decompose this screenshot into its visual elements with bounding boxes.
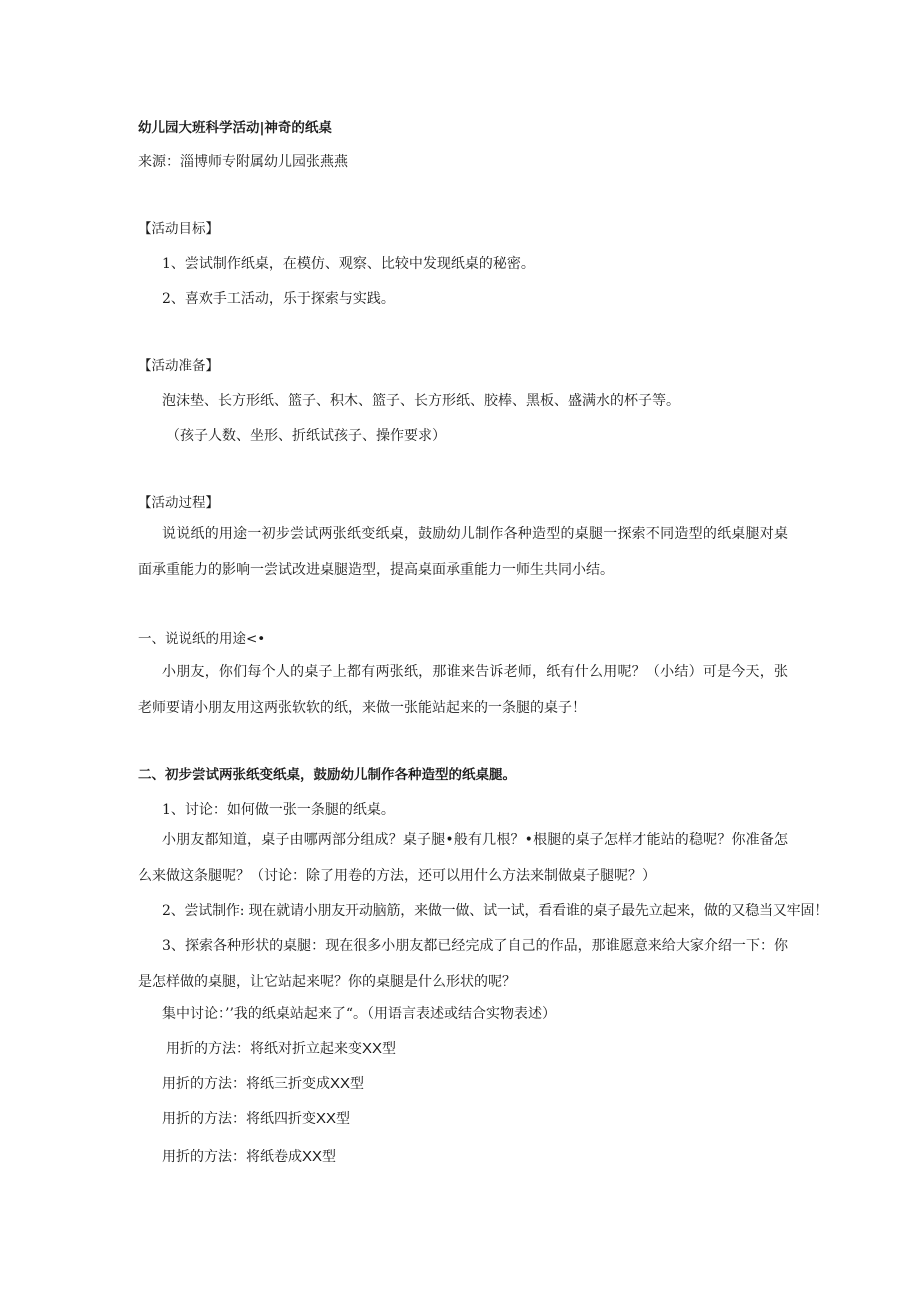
section-1-text: 小朋友，你们每个人的桌子上都有两张纸，那谁来告诉老师，纸有什么用呢？（小结）可是今天，张老师要请小朋友用这两张软软的纸，来做一张能站起来的一条腿的桌子！ [138, 664, 788, 716]
prep-materials: 泡沫垫、长方形纸、篮子、积木、篮子、长方形纸、胶棒、黑板、盛满水的杯子等。 [162, 393, 680, 409]
section-1-heading: 一、说说纸的用途<• [138, 631, 266, 647]
method-line-1 [166, 1040, 396, 1058]
section-2-item-3: 3、探索各种形状的桌腿：现在很多小朋友都已经完成了自己的作品，那谁愿意来给大家介绍一下：你是怎样做的桌腿，让它站起来呢？你的桌腿是什么形状的呢？ [138, 938, 788, 990]
method-line-3 [162, 1110, 350, 1128]
method-1-text: 用折的方法：将纸对折立起来变 [166, 1041, 362, 1057]
method-3-suffix: 型 [336, 1111, 351, 1127]
section-2-item-2: 2、尝试制作: 现在就请小朋友开动脑筋，来做一做、试一试，看看谁的桌子最先立起来，做的又稳当又牢固！ [162, 903, 829, 919]
prep-heading: 【活动准备】 [138, 358, 219, 374]
method-4-text: 用折的方法：将纸卷成 [162, 1149, 302, 1165]
process-overview: 说说纸的用途一初步尝试两张纸变纸桌，鼓励幼儿制作各种造型的桌腿一探索不同造型的纸桌腿对桌面承重能力的影响一尝试改进桌腿造型，提高桌面承重能力一师生共同小结。 [138, 526, 788, 578]
method-line-2 [162, 1075, 364, 1093]
method-line-4 [162, 1148, 336, 1166]
section-2-heading: 二、初步尝试两张纸变纸桌，鼓励幼儿制作各种造型的纸桌腿。 [138, 767, 516, 783]
source-line: 来源：淄博师专附属幼儿园张燕燕 [138, 154, 348, 170]
goal-heading: 【活动目标】 [138, 221, 219, 237]
goal-item-1: 1、尝试制作纸桌，在模仿、观察、比较中发现纸桌的秘密。 [162, 256, 535, 272]
method-4-suffix: 型 [322, 1149, 337, 1165]
method-2-xx: XX [330, 1075, 351, 1092]
method-4-xx: XX [302, 1148, 323, 1165]
method-3-xx: XX [316, 1110, 337, 1127]
prep-notes: （孩子人数、坐形、折纸试孩子、操作要求） [166, 428, 446, 444]
section-2-text-1: 小朋友都知道，桌子由哪两部分组成？桌子腿•般有几根？•根腿的桌子怎样才能站的稳呢？你准备怎么来做这条腿呢？（讨论：除了用卷的方法，还可以用什么方法来制做桌子腿呢？） [138, 832, 788, 884]
goal-item-2: 2、喜欢手工活动，乐于探索与实践。 [162, 291, 395, 307]
method-1-suffix: 型 [382, 1041, 397, 1057]
method-2-text: 用折的方法：将纸三折变成 [162, 1076, 330, 1092]
discussion-line: 集中讨论：’’我的纸桌站起来了“。（用语言表述或结合实物表述） [162, 1006, 557, 1022]
method-3-text: 用折的方法：将纸四折变 [162, 1111, 316, 1127]
method-2-suffix: 型 [350, 1076, 365, 1092]
method-1-xx: XX [362, 1040, 383, 1057]
document-title: 幼儿园大班科学活动|神奇的纸桌 [138, 120, 332, 136]
process-heading: 【活动过程】 [138, 495, 219, 511]
section-2-item-1: 1、讨论：如何做一张一条腿的纸桌。 [162, 802, 395, 818]
